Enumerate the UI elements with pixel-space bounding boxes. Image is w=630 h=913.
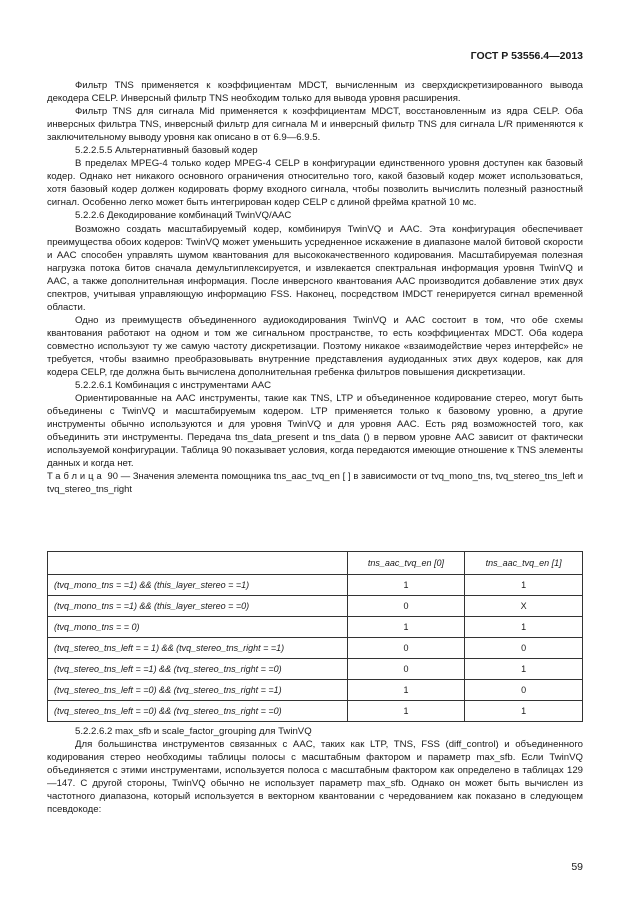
section-heading: 5.2.2.6 Декодирование комбинаций TwinVQ/AAC	[75, 210, 292, 222]
table-row	[48, 659, 583, 680]
table-header-cell: tns_aac_tvq_en [0]	[347, 552, 465, 575]
table-cell: (tvq_stereo_tns_left = =0) && (tvq_stereo_tns_right = =0)	[48, 701, 348, 722]
table-cell: 0	[465, 680, 583, 701]
table-cell: (tvq_mono_tns = =1) && (this_layer_stereo = =1)	[48, 575, 348, 596]
table-caption-text: 90 — Значения элемента помощника tns_aac_tvq_en [ ] в зависимости от tvq_mono_tns, tvq_stereo_tns_left и tvq_stereo_tns_right	[47, 470, 583, 494]
section-heading: 5.2.2.6.1 Комбинация с инструментами AAC	[75, 380, 272, 392]
table-cell: (tvq_mono_tns = =1) && (this_layer_stereo = =0)	[48, 596, 348, 617]
paragraph: Для большинства инструментов связанных с AAC, таких как LTP, TNS, FSS (diff_control) и объединенного кодирования стерео необходимы таблицы полосы с масштабным фактором и параметр max_sfb. Если TwinVQ объединяется с этими инструментами, используется полоса с масштабным фактором как определено в таблицах 129—147. С другой стороны, TwinVQ обычно не использует параметр max_sfb. Однако он может быть вычислен из частотного диапазона, который используется в векторном квантовании с чередованием как показано в следующем псевдокоде:	[47, 739, 583, 816]
paragraph: Фильтр TNS применяется к коэффициентам MDCT, вычисленным из сверхдискретизированного вывода декодера CELP. Инверсный фильтр TNS необходим только для вывода уровня расширения.	[47, 80, 583, 105]
table-header-cell	[48, 552, 348, 575]
table-cell: 0	[347, 596, 465, 617]
document-body	[47, 79, 583, 495]
table-caption	[47, 470, 583, 494]
table-cell: 1	[347, 680, 465, 701]
table-cell: 1	[465, 575, 583, 596]
table-cell: 1	[347, 575, 465, 596]
table-cell: 1	[465, 701, 583, 722]
table-cell: (tvq_mono_tns = = 0)	[48, 617, 348, 638]
document-header: ГОСТ Р 53556.4—2013	[470, 50, 583, 62]
paragraph: Фильтр TNS для сигнала Mid применяется к коэффициентам MDCT, восстановленным из ядра CELP. Оба инверсных фильтра TNS, инверсный фильтр для сигнала M и инверсный фильтр TNS для сигнала L/R применяются к заключительному выводу уровня как описано в от 6.9—6.9.5.	[47, 106, 583, 144]
table-caption-label: Таблица	[47, 470, 105, 482]
table-row	[48, 638, 583, 659]
table-cell: X	[465, 596, 583, 617]
table-cell: 0	[347, 638, 465, 659]
paragraph: Возможно создать масштабируемый кодер, комбинируя TwinVQ и AAC. Эта конфигурация обеспечивает преимущества обоих кодеров: TwinVQ может уменьшить усредненное искажение в диапазоне малой битовой скорости и AAC способен управлять шумом квантования для высококачественного кодирования. Масштабируемая полезная нагрузка потока битов сначала демультиплексируется, и извлекается спектральная информация уровня TwinVQ и AAC, а также дополнительная информация. После инверсного квантования AAC производится добавление этих двух спектров, учитывая управляющую информацию FSS. Наконец, посредством IMDCT генерируется сигнал временной области.	[47, 223, 583, 313]
table-row	[48, 575, 583, 596]
table-cell: 0	[347, 659, 465, 680]
paragraph: В пределах MPEG-4 только кодер MPEG-4 CELP в конфигурации единственного уровня доступен как базовый кодер. Однако нет никакого основного ограничения относительно того, какой базовый кодер может использоваться, хотя базовый кодер должен кодировать форму входного сигнала, чтобы позволить вычислить полезный разностный сигнал. Особенно легко может быть интегрирован кодер CELP с длиной фрейма кратной 10 мс.	[47, 158, 583, 209]
page-number: 59	[571, 861, 583, 873]
values-table	[47, 551, 583, 722]
table-cell: 1	[347, 617, 465, 638]
table-cell: (tvq_stereo_tns_left = =1) && (tvq_stereo_tns_right = =0)	[48, 659, 348, 680]
table-cell: 1	[465, 617, 583, 638]
table-row	[48, 680, 583, 701]
table-row	[48, 701, 583, 722]
document-body-continued	[47, 725, 583, 816]
table-cell: (tvq_stereo_tns_left = = 1) && (tvq_stereo_tns_right = =1)	[48, 638, 348, 659]
section-heading: 5.2.2.6.2 max_sfb и scale_factor_grouping для TwinVQ	[75, 726, 312, 737]
table-cell: 1	[465, 659, 583, 680]
table-header-cell: tns_aac_tvq_en [1]	[465, 552, 583, 575]
table-row	[48, 617, 583, 638]
section-heading: 5.2.2.5.5 Альтернативный базовый кодер	[75, 145, 258, 157]
table-header-row	[48, 552, 583, 575]
table-cell: 1	[347, 701, 465, 722]
table-row	[48, 596, 583, 617]
table-cell: 0	[465, 638, 583, 659]
table-cell: (tvq_stereo_tns_left = =0) && (tvq_stereo_tns_right = =1)	[48, 680, 348, 701]
paragraph: Одно из преимуществ объединенного аудиокодирования TwinVQ и AAC состоит в том, что обе схемы квантования работают на одном и том же сигнальном пространстве, то есть коэффициентах MDCT. Оба кодера совместно используют ту же самую частоту дискретизации. Поэтому никакое «взаимодействие через интерфейс» не требуется, чтобы взаимно преобразовывать внутренние представления аудиоданных этих двух кодеров, как для кодера CELP, где должна быть вычислена дополнительная гребенка фильтров повышения дискретизации.	[47, 314, 583, 379]
paragraph: Ориентированные на AAC инструменты, такие как TNS, LTP и объединенное кодирование стерео, могут быть объединены с TwinVQ и масштабируемым кодером. LTP применяется только к базовому уровню, а другие инструменты обычно используются и для уровня TwinVQ и для уровня AAC. Есть ряд возможностей того, как объединить эти инструменты. Передача tns_data_present и tns_data () в первом уровне AAC зависит от фактически используемой конфигурации. Таблица 90 показывает условия, когда передаются имеющие отношение к TNS элементы данных и когда нет.	[47, 393, 583, 470]
